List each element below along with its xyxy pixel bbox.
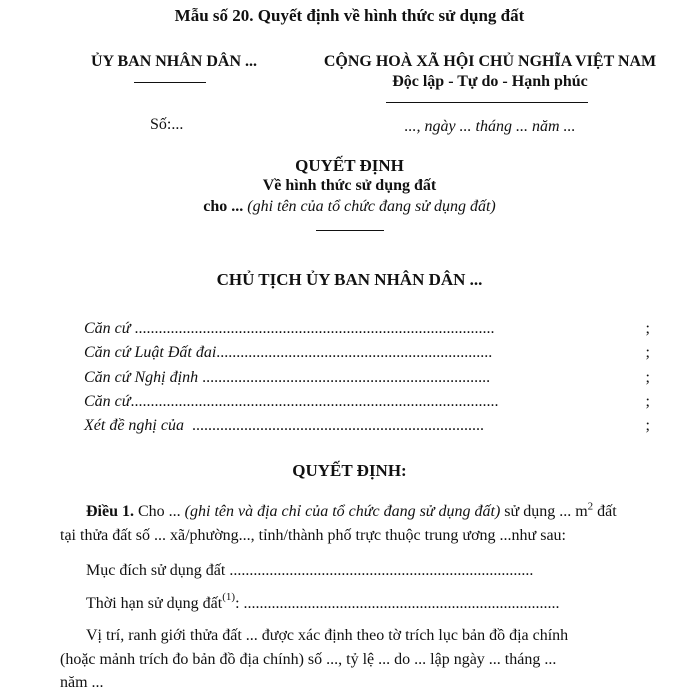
date-line: ..., ngày ... tháng ... năm ... bbox=[404, 118, 576, 135]
basis-line-1 bbox=[84, 320, 650, 338]
area-unit-sup: 2 bbox=[587, 500, 594, 513]
decision-for-prefix: cho ... bbox=[203, 198, 244, 215]
decision-subtitle: Về hình thức sử dụng đất bbox=[262, 177, 437, 194]
basis-dots: ............................................................................................ bbox=[130, 393, 499, 410]
decision-title: QUYẾT ĐỊNH bbox=[295, 156, 404, 175]
decision-for-line bbox=[0, 198, 699, 216]
purpose-line bbox=[86, 562, 640, 580]
term-dots: : ............................................................................... bbox=[235, 595, 560, 612]
basis-end: ; bbox=[645, 417, 650, 434]
article1-text-b: sử dụng ... m bbox=[500, 503, 588, 520]
purpose-label: Mục đích sử dụng đất bbox=[86, 562, 226, 579]
term-label: Thời hạn sử dụng đất bbox=[86, 595, 223, 612]
form-title: Mẫu số 20. Quyết định về hình thức sử dụng đất bbox=[174, 6, 525, 25]
basis-line-4 bbox=[84, 393, 650, 411]
basis-end: ; bbox=[645, 344, 650, 361]
motto-underline bbox=[386, 102, 588, 103]
location-line-1: Vị trí, ranh giới thửa đất ... được xác định theo tờ trích lục bản đồ địa chính bbox=[86, 627, 569, 644]
article1-line-1 bbox=[86, 500, 617, 521]
basis-line-2 bbox=[84, 344, 650, 362]
basis-line-5 bbox=[84, 417, 650, 435]
basis-dots: .......................................................................................... bbox=[134, 320, 495, 337]
purpose-dots: ............................................................................ bbox=[229, 562, 534, 579]
org-underline bbox=[134, 82, 206, 83]
basis-label: Xét đề nghị của bbox=[84, 417, 184, 434]
document-number: Số:... bbox=[150, 116, 184, 133]
basis-end: ; bbox=[645, 320, 650, 337]
basis-label: Căn cứ bbox=[84, 320, 131, 337]
location-line-3: năm ... bbox=[60, 674, 104, 691]
basis-label: Căn cứ bbox=[84, 393, 131, 410]
term-line bbox=[86, 591, 634, 613]
term-footnote-sup: (1) bbox=[222, 591, 236, 603]
article1-text-a: Cho ... bbox=[134, 503, 185, 520]
location-line-2: (hoặc mảnh trích đo bản đồ địa chính) số ..., tỷ lệ ... do ... lập ngày ... tháng ... bbox=[60, 651, 557, 668]
basis-label: Căn cứ Luật Đất đai bbox=[84, 344, 217, 361]
decides-heading: QUYẾT ĐỊNH: bbox=[292, 461, 407, 480]
basis-dots: ........................................................................ bbox=[202, 369, 491, 386]
title-underline bbox=[316, 230, 384, 231]
decision-for-note: (ghi tên của tổ chức đang sử dụng đất) bbox=[247, 198, 496, 215]
basis-dots: ......................................................................... bbox=[191, 417, 484, 434]
basis-label: Căn cứ Nghị định bbox=[84, 369, 199, 386]
authority-heading: CHỦ TỊCH ỦY BAN NHÂN DÂN ... bbox=[216, 270, 483, 289]
article1-line-2: tại thửa đất số ... xã/phường..., tỉnh/thành phố trực thuộc trung ương ...như sau: bbox=[60, 527, 566, 544]
issuing-org: ỦY BAN NHÂN DÂN ... bbox=[90, 53, 258, 70]
country-name: CỘNG HOÀ XÃ HỘI CHỦ NGHĨA VIỆT NAM bbox=[323, 53, 657, 70]
article1-note: (ghi tên và địa chỉ của tổ chức đang sử dụng đất) bbox=[184, 503, 501, 520]
basis-end: ; bbox=[645, 369, 650, 386]
article1-label: Điều 1. bbox=[86, 503, 134, 520]
basis-end: ; bbox=[645, 393, 650, 410]
motto: Độc lập - Tự do - Hạnh phúc bbox=[392, 73, 588, 90]
basis-line-3 bbox=[84, 369, 650, 387]
article1-text-c: đất bbox=[593, 503, 617, 520]
basis-dots: ..................................................................... bbox=[216, 344, 493, 361]
